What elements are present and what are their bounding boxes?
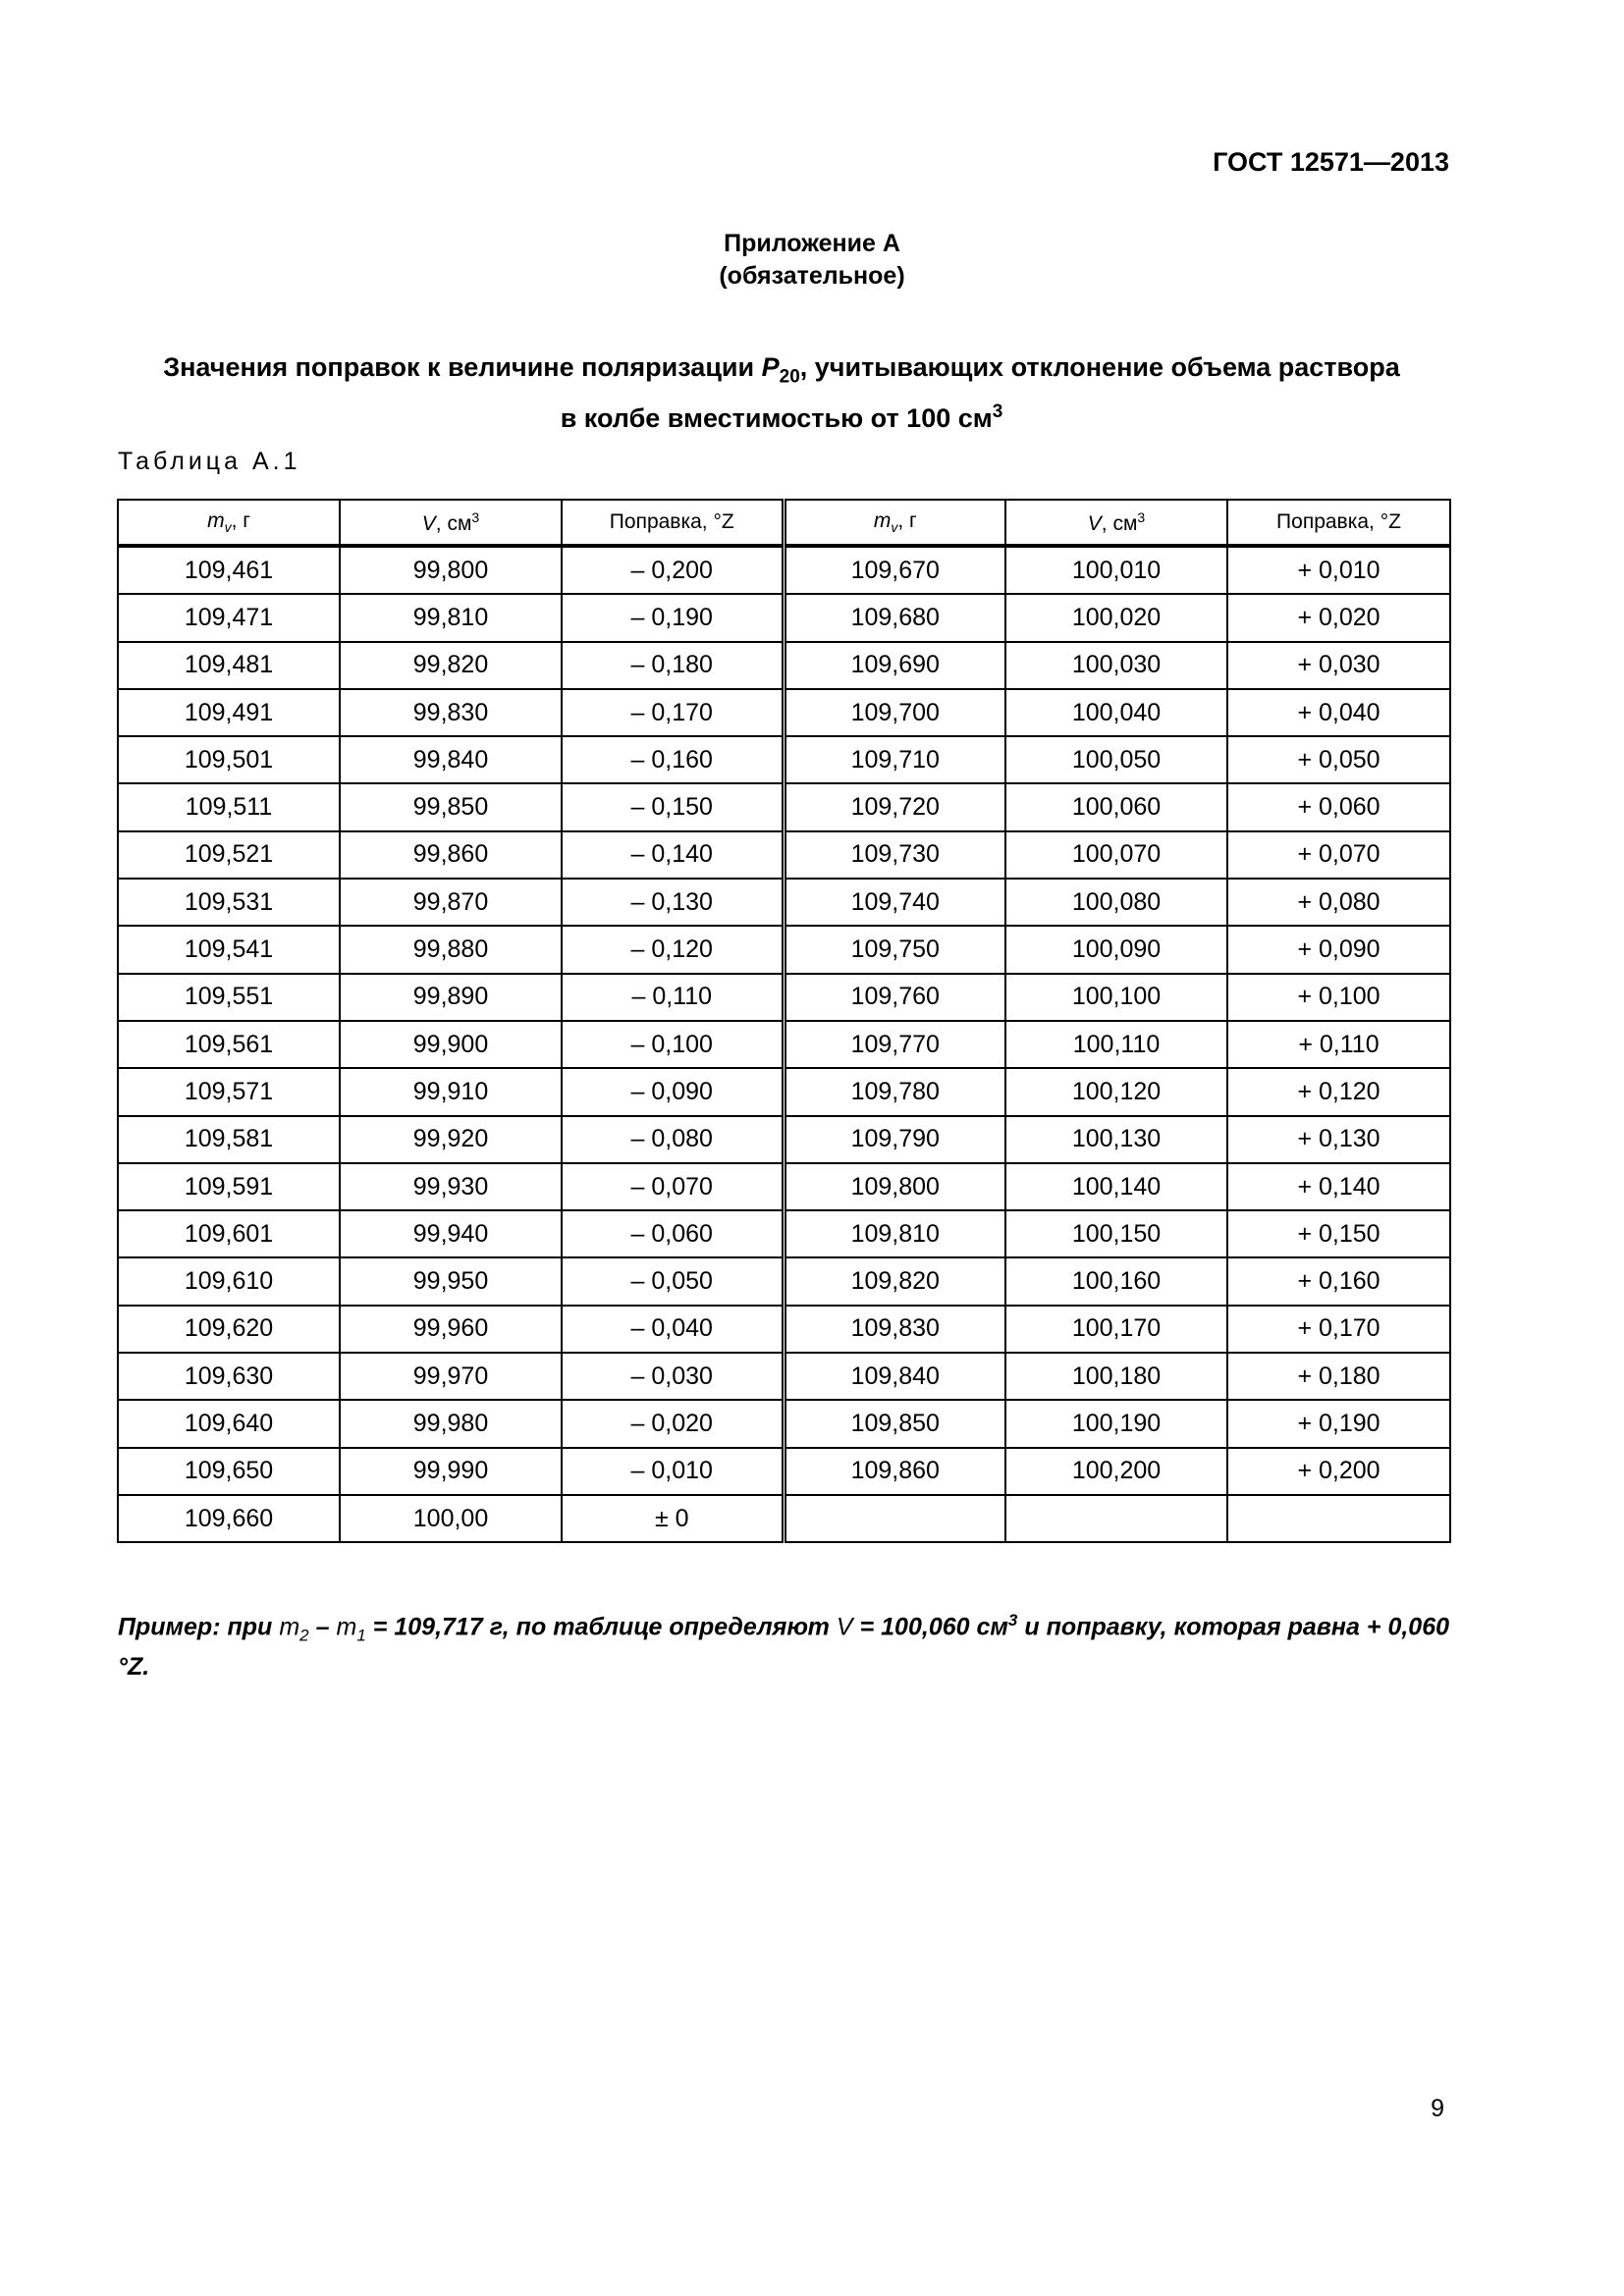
cell-mv: 109,581	[118, 1116, 340, 1163]
cell-correction: + 0,010	[1227, 546, 1450, 594]
cell-volume: 100,150	[1005, 1210, 1227, 1257]
table-row	[118, 1210, 1450, 1257]
cell-volume: 99,980	[340, 1400, 562, 1447]
cell-mv: 109,601	[118, 1210, 340, 1257]
header-correction: Поправка, °Z	[562, 500, 784, 546]
cell-volume: 99,920	[340, 1116, 562, 1163]
cell-volume: 100,110	[1005, 1021, 1227, 1068]
table-row	[118, 546, 1450, 594]
cell-correction: – 0,070	[562, 1163, 784, 1210]
table-row	[118, 1400, 1450, 1447]
cell-correction: – 0,190	[562, 594, 784, 641]
cell-correction: – 0,160	[562, 736, 784, 783]
cell-mv: 109,700	[784, 689, 1005, 736]
cell-mv: 109,610	[118, 1257, 340, 1305]
cell-mv: 109,630	[118, 1353, 340, 1400]
table-row	[118, 1116, 1450, 1163]
cell-volume: 99,940	[340, 1210, 562, 1257]
header-mv: $m_v$, г	[118, 500, 340, 546]
table-row	[118, 879, 1450, 926]
cell-mv: 109,860	[784, 1448, 1005, 1495]
appendix-status: (обязательное)	[719, 262, 905, 290]
cell-mv: 109,750	[784, 926, 1005, 973]
cell-volume	[1005, 1495, 1227, 1542]
cell-mv: 109,640	[118, 1400, 340, 1447]
cell-mv: 109,790	[784, 1116, 1005, 1163]
cell-mv: 109,511	[118, 783, 340, 830]
header-volume: V, $см^3$	[340, 500, 562, 546]
document-code: ГОСТ 12571—2013	[1213, 147, 1449, 177]
cell-volume: 100,180	[1005, 1353, 1227, 1400]
cell-correction: + 0,090	[1227, 926, 1450, 973]
table-row	[118, 736, 1450, 783]
cell-mv: 109,720	[784, 783, 1005, 830]
cell-volume: 100,170	[1005, 1306, 1227, 1353]
table-row	[118, 642, 1450, 689]
cell-volume: 99,990	[340, 1448, 562, 1495]
cell-correction: + 0,160	[1227, 1257, 1450, 1305]
cell-mv: 109,680	[784, 594, 1005, 641]
cell-correction: ± 0	[562, 1495, 784, 1542]
example-note: Пример: при $m_2 - m_1 = 109,717$ г, по таблице определяют V = 100,060 $см^3$ и поправку, которая равна + 0,060 °Z.	[118, 1611, 1450, 1682]
table-row	[118, 1448, 1450, 1495]
table-row	[118, 783, 1450, 830]
table-row	[118, 1163, 1450, 1210]
cell-correction: – 0,060	[562, 1210, 784, 1257]
cell-mv: 109,521	[118, 831, 340, 879]
cell-volume: 99,860	[340, 831, 562, 879]
table-row	[118, 1353, 1450, 1400]
cell-mv: 109,770	[784, 1021, 1005, 1068]
cell-correction: + 0,170	[1227, 1306, 1450, 1353]
header-mv: $m_v$, г	[784, 500, 1005, 546]
table-body	[118, 546, 1450, 1542]
cell-correction: + 0,150	[1227, 1210, 1450, 1257]
cell-correction: – 0,170	[562, 689, 784, 736]
cell-correction: – 0,080	[562, 1116, 784, 1163]
cell-correction: – 0,180	[562, 642, 784, 689]
cell-volume: 100,030	[1005, 642, 1227, 689]
cell-mv: 109,780	[784, 1068, 1005, 1115]
cell-correction	[1227, 1495, 1450, 1542]
cell-volume: 100,130	[1005, 1116, 1227, 1163]
table-row	[118, 689, 1450, 736]
cell-mv: 109,670	[784, 546, 1005, 594]
cell-correction: – 0,140	[562, 831, 784, 879]
correction-table-grid	[117, 499, 1451, 1543]
cell-volume: 99,800	[340, 546, 562, 594]
cell-mv: 109,571	[118, 1068, 340, 1115]
cell-correction: – 0,010	[562, 1448, 784, 1495]
cell-mv: 109,800	[784, 1163, 1005, 1210]
table-row	[118, 831, 1450, 879]
table-row	[118, 926, 1450, 973]
p-symbol: P	[761, 352, 780, 382]
cell-volume: 100,020	[1005, 594, 1227, 641]
cell-volume: 99,830	[340, 689, 562, 736]
section-title-part3: в колбе вместимостью от 100 см	[560, 403, 993, 434]
cell-correction: + 0,040	[1227, 689, 1450, 736]
table-row	[118, 1257, 1450, 1305]
section-title-part1: Значения поправок к величине поляризации	[163, 352, 762, 382]
table-row	[118, 594, 1450, 641]
correction-table	[117, 499, 1449, 1543]
cell-volume: 99,970	[340, 1353, 562, 1400]
cell-correction: + 0,110	[1227, 1021, 1450, 1068]
cell-volume: 100,080	[1005, 879, 1227, 926]
table-header-row	[118, 500, 1450, 546]
cell-volume: 100,140	[1005, 1163, 1227, 1210]
cell-volume: 99,950	[340, 1257, 562, 1305]
cell-correction: + 0,100	[1227, 974, 1450, 1021]
cell-correction: – 0,020	[562, 1400, 784, 1447]
cell-mv: 109,730	[784, 831, 1005, 879]
unit-superscript: 3	[992, 401, 1003, 423]
cell-correction: – 0,130	[562, 879, 784, 926]
cell-mv: 109,710	[784, 736, 1005, 783]
table-row	[118, 974, 1450, 1021]
cell-mv: 109,660	[118, 1495, 340, 1542]
cell-volume: 100,100	[1005, 974, 1227, 1021]
cell-volume: 100,160	[1005, 1257, 1227, 1305]
cell-volume: 99,910	[340, 1068, 562, 1115]
table-row	[118, 1495, 1450, 1542]
table-row	[118, 1068, 1450, 1115]
cell-correction: + 0,050	[1227, 736, 1450, 783]
cell-volume: 99,810	[340, 594, 562, 641]
cell-volume: 100,010	[1005, 546, 1227, 594]
cell-mv: 109,820	[784, 1257, 1005, 1305]
cell-mv: 109,760	[784, 974, 1005, 1021]
section-title	[116, 349, 1447, 436]
p-subscript: 20	[779, 366, 800, 388]
cell-volume: 100,00	[340, 1495, 562, 1542]
cell-volume: 100,200	[1005, 1448, 1227, 1495]
cell-mv: 109,850	[784, 1400, 1005, 1447]
cell-volume: 100,060	[1005, 783, 1227, 830]
table-row	[118, 1306, 1450, 1353]
cell-volume: 99,840	[340, 736, 562, 783]
cell-correction: + 0,180	[1227, 1353, 1450, 1400]
cell-mv: 109,690	[784, 642, 1005, 689]
cell-correction: + 0,130	[1227, 1116, 1450, 1163]
page-number: 9	[1431, 2095, 1444, 2122]
cell-correction: – 0,100	[562, 1021, 784, 1068]
cell-correction: – 0,030	[562, 1353, 784, 1400]
cell-volume: 100,190	[1005, 1400, 1227, 1447]
cell-mv: 109,810	[784, 1210, 1005, 1257]
cell-correction: – 0,050	[562, 1257, 784, 1305]
cell-correction: + 0,120	[1227, 1068, 1450, 1115]
cell-mv: 109,591	[118, 1163, 340, 1210]
cell-correction: – 0,120	[562, 926, 784, 973]
cell-correction: + 0,060	[1227, 783, 1450, 830]
cell-mv: 109,650	[118, 1448, 340, 1495]
table-caption: Таблица А.1	[118, 448, 301, 475]
header-volume: V, $см^3$	[1005, 500, 1227, 546]
cell-volume: 99,960	[340, 1306, 562, 1353]
cell-correction: + 0,080	[1227, 879, 1450, 926]
cell-correction: – 0,090	[562, 1068, 784, 1115]
cell-correction: – 0,040	[562, 1306, 784, 1353]
cell-correction: + 0,070	[1227, 831, 1450, 879]
cell-mv: 109,471	[118, 594, 340, 641]
cell-volume: 99,850	[340, 783, 562, 830]
cell-mv: 109,830	[784, 1306, 1005, 1353]
cell-correction: – 0,110	[562, 974, 784, 1021]
section-title-part2: , учитывающих отклонение объема раствора	[799, 352, 1400, 382]
table-row	[118, 1021, 1450, 1068]
cell-mv: 109,501	[118, 736, 340, 783]
cell-volume: 99,900	[340, 1021, 562, 1068]
cell-mv	[784, 1495, 1005, 1542]
cell-mv: 109,461	[118, 546, 340, 594]
cell-correction: + 0,030	[1227, 642, 1450, 689]
cell-mv: 109,481	[118, 642, 340, 689]
cell-volume: 100,070	[1005, 831, 1227, 879]
cell-mv: 109,491	[118, 689, 340, 736]
cell-volume: 100,040	[1005, 689, 1227, 736]
cell-correction: + 0,190	[1227, 1400, 1450, 1447]
cell-mv: 109,840	[784, 1353, 1005, 1400]
appendix-title: Приложение А	[724, 230, 900, 257]
cell-correction: – 0,150	[562, 783, 784, 830]
cell-mv: 109,620	[118, 1306, 340, 1353]
cell-mv: 109,541	[118, 926, 340, 973]
cell-volume: 99,930	[340, 1163, 562, 1210]
cell-mv: 109,740	[784, 879, 1005, 926]
cell-volume: 100,090	[1005, 926, 1227, 973]
cell-correction: + 0,140	[1227, 1163, 1450, 1210]
cell-volume: 100,050	[1005, 736, 1227, 783]
cell-volume: 99,880	[340, 926, 562, 973]
cell-mv: 109,531	[118, 879, 340, 926]
cell-mv: 109,551	[118, 974, 340, 1021]
cell-correction: + 0,200	[1227, 1448, 1450, 1495]
cell-volume: 100,120	[1005, 1068, 1227, 1115]
cell-volume: 99,870	[340, 879, 562, 926]
header-correction: Поправка, °Z	[1227, 500, 1450, 546]
cell-correction: + 0,020	[1227, 594, 1450, 641]
cell-mv: 109,561	[118, 1021, 340, 1068]
cell-correction: – 0,200	[562, 546, 784, 594]
cell-volume: 99,820	[340, 642, 562, 689]
cell-volume: 99,890	[340, 974, 562, 1021]
